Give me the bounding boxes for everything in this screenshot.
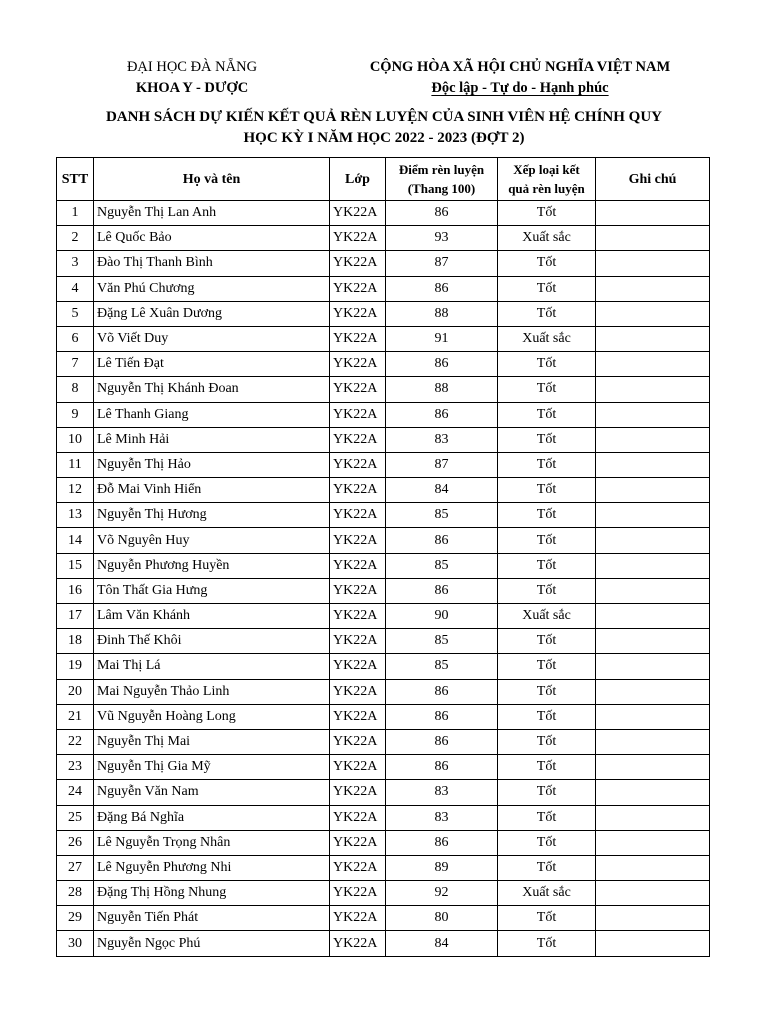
table-row [57,553,710,578]
rank-cell: Tốt [498,729,596,754]
note-cell [596,881,710,906]
rank-cell: Tốt [498,503,596,528]
rank-cell: Tốt [498,201,596,226]
student-name-cell: Đỗ Mai Vinh Hiển [94,478,330,503]
class-cell: YK22A [330,805,386,830]
col-header-rank [498,158,596,201]
stt-cell: 2 [57,226,94,251]
class-cell: YK22A [330,352,386,377]
student-name-cell: Nguyễn Thị Hảo [94,452,330,477]
stt-cell: 15 [57,553,94,578]
table-row [57,755,710,780]
note-cell [596,855,710,880]
issuer-block [102,57,282,99]
rank-cell: Tốt [498,931,596,956]
note-cell [596,402,710,427]
class-cell: YK22A [330,604,386,629]
student-name-cell: Lê Nguyễn Trọng Nhân [94,830,330,855]
national-heading [340,57,700,99]
score-cell: 86 [386,578,498,603]
score-cell: 83 [386,780,498,805]
national-motto: Độc lập - Tự do - Hạnh phúc [431,80,609,96]
note-cell [596,276,710,301]
table-row [57,654,710,679]
table-row [57,226,710,251]
note-cell [596,830,710,855]
score-cell: 86 [386,704,498,729]
title-line-1: DANH SÁCH DỰ KIẾN KẾT QUẢ RÈN LUYỆN CỦA SINH VIÊN HỆ CHÍNH QUY [105,109,663,125]
student-name-cell: Đinh Thế Khôi [94,629,330,654]
col-header-rank-line1: Xếp loại kết [513,162,580,177]
student-name-cell: Mai Nguyễn Thảo Linh [94,679,330,704]
student-name-cell: Nguyễn Văn Nam [94,780,330,805]
table-row [57,478,710,503]
stt-cell: 26 [57,830,94,855]
stt-cell: 5 [57,301,94,326]
class-cell: YK22A [330,452,386,477]
stt-cell: 10 [57,427,94,452]
stt-cell: 24 [57,780,94,805]
score-cell: 87 [386,251,498,276]
score-cell: 85 [386,553,498,578]
note-cell [596,377,710,402]
class-cell: YK22A [330,931,386,956]
score-cell: 80 [386,906,498,931]
stt-cell: 13 [57,503,94,528]
score-cell: 85 [386,503,498,528]
score-cell: 89 [386,855,498,880]
score-cell: 84 [386,478,498,503]
class-cell: YK22A [330,276,386,301]
student-name-cell: Lâm Văn Khánh [94,604,330,629]
score-cell: 86 [386,679,498,704]
col-header-class: Lớp [330,158,386,201]
stt-cell: 6 [57,326,94,351]
stt-cell: 27 [57,855,94,880]
note-cell [596,654,710,679]
student-name-cell: Đặng Thị Hồng Nhung [94,881,330,906]
class-cell: YK22A [330,301,386,326]
table-row [57,906,710,931]
table-row [57,276,710,301]
class-cell: YK22A [330,906,386,931]
stt-cell: 23 [57,755,94,780]
score-cell: 88 [386,301,498,326]
table-row [57,931,710,956]
table-row [57,704,710,729]
table-row [57,729,710,754]
col-header-rank-line2: quả rèn luyện [508,181,585,196]
score-cell: 86 [386,830,498,855]
col-header-name: Họ và tên [94,158,330,201]
note-cell [596,679,710,704]
rank-cell: Tốt [498,830,596,855]
score-cell: 88 [386,377,498,402]
score-cell: 86 [386,729,498,754]
table-row [57,830,710,855]
score-cell: 83 [386,427,498,452]
rank-cell: Tốt [498,906,596,931]
note-cell [596,301,710,326]
student-name-cell: Vũ Nguyễn Hoàng Long [94,704,330,729]
rank-cell: Tốt [498,755,596,780]
stt-cell: 22 [57,729,94,754]
rank-cell: Tốt [498,780,596,805]
table-row [57,377,710,402]
score-cell: 93 [386,226,498,251]
rank-cell: Tốt [498,528,596,553]
class-cell: YK22A [330,503,386,528]
table-row [57,805,710,830]
rank-cell: Tốt [498,402,596,427]
class-cell: YK22A [330,780,386,805]
score-cell: 86 [386,402,498,427]
note-cell [596,729,710,754]
rank-cell: Tốt [498,251,596,276]
stt-cell: 29 [57,906,94,931]
score-cell: 86 [386,755,498,780]
col-header-score-line1: Điểm rèn luyện [398,162,485,177]
note-cell [596,704,710,729]
table-row [57,503,710,528]
student-name-cell: Đặng Bá Nghĩa [94,805,330,830]
note-cell [596,528,710,553]
rank-cell: Xuất sắc [498,604,596,629]
table-row [57,402,710,427]
table-row [57,301,710,326]
student-name-cell: Văn Phú Chương [94,276,330,301]
note-cell [596,503,710,528]
document-title [40,107,728,149]
rank-cell: Tốt [498,704,596,729]
training-results-table [56,157,710,957]
col-header-score-line2: (Thang 100) [407,181,476,196]
rank-cell: Tốt [498,553,596,578]
student-name-cell: Nguyễn Thị Lan Anh [94,201,330,226]
score-cell: 86 [386,352,498,377]
class-cell: YK22A [330,528,386,553]
score-cell: 90 [386,604,498,629]
stt-cell: 3 [57,251,94,276]
col-header-stt: STT [57,158,94,201]
class-cell: YK22A [330,830,386,855]
class-cell: YK22A [330,201,386,226]
note-cell [596,251,710,276]
note-cell [596,604,710,629]
rank-cell: Tốt [498,855,596,880]
table-row [57,528,710,553]
class-cell: YK22A [330,402,386,427]
stt-cell: 9 [57,402,94,427]
rank-cell: Tốt [498,578,596,603]
class-cell: YK22A [330,226,386,251]
student-name-cell: Nguyễn Phương Huyền [94,553,330,578]
rank-cell: Tốt [498,679,596,704]
class-cell: YK22A [330,729,386,754]
rank-cell: Xuất sắc [498,881,596,906]
student-name-cell: Võ Viết Duy [94,326,330,351]
stt-cell: 18 [57,629,94,654]
stt-cell: 14 [57,528,94,553]
class-cell: YK22A [330,478,386,503]
table-row [57,452,710,477]
class-cell: YK22A [330,654,386,679]
rank-cell: Tốt [498,654,596,679]
class-cell: YK22A [330,427,386,452]
stt-cell: 8 [57,377,94,402]
stt-cell: 11 [57,452,94,477]
student-name-cell: Đào Thị Thanh Bình [94,251,330,276]
table-row [57,578,710,603]
student-name-cell: Đặng Lê Xuân Dương [94,301,330,326]
class-cell: YK22A [330,629,386,654]
table-row [57,629,710,654]
rank-cell: Tốt [498,427,596,452]
note-cell [596,906,710,931]
note-cell [596,805,710,830]
score-cell: 85 [386,629,498,654]
rank-cell: Tốt [498,478,596,503]
table-row [57,679,710,704]
stt-cell: 21 [57,704,94,729]
title-line-2: HỌC KỲ I NĂM HỌC 2022 - 2023 (ĐỢT 2) [243,130,525,146]
table-row [57,780,710,805]
note-cell [596,478,710,503]
table-body [57,201,710,957]
student-name-cell: Mai Thị Lá [94,654,330,679]
faculty-name: KHOA Y - DƯỢC [135,80,249,96]
class-cell: YK22A [330,755,386,780]
stt-cell: 28 [57,881,94,906]
stt-cell: 17 [57,604,94,629]
class-cell: YK22A [330,704,386,729]
score-cell: 91 [386,326,498,351]
class-cell: YK22A [330,377,386,402]
student-name-cell: Lê Nguyễn Phương Nhi [94,855,330,880]
student-name-cell: Nguyễn Tiến Phát [94,906,330,931]
rank-cell: Tốt [498,301,596,326]
note-cell [596,226,710,251]
rank-cell: Tốt [498,352,596,377]
stt-cell: 4 [57,276,94,301]
score-cell: 87 [386,452,498,477]
note-cell [596,755,710,780]
rank-cell: Xuất sắc [498,326,596,351]
class-cell: YK22A [330,679,386,704]
note-cell [596,780,710,805]
stt-cell: 25 [57,805,94,830]
table-row [57,604,710,629]
stt-cell: 20 [57,679,94,704]
col-header-score [386,158,498,201]
score-cell: 86 [386,528,498,553]
country-name: CỘNG HÒA XÃ HỘI CHỦ NGHĨA VIỆT NAM [369,59,671,75]
class-cell: YK22A [330,251,386,276]
table-row [57,352,710,377]
stt-cell: 12 [57,478,94,503]
student-name-cell: Tôn Thất Gia Hưng [94,578,330,603]
student-name-cell: Lê Thanh Giang [94,402,330,427]
score-cell: 84 [386,931,498,956]
score-cell: 83 [386,805,498,830]
score-cell: 92 [386,881,498,906]
table-row [57,881,710,906]
note-cell [596,452,710,477]
rank-cell: Tốt [498,377,596,402]
note-cell [596,629,710,654]
rank-cell: Tốt [498,629,596,654]
stt-cell: 7 [57,352,94,377]
note-cell [596,553,710,578]
rank-cell: Xuất sắc [498,226,596,251]
table-row [57,427,710,452]
note-cell [596,578,710,603]
rank-cell: Tốt [498,276,596,301]
score-cell: 86 [386,276,498,301]
class-cell: YK22A [330,578,386,603]
table-row [57,201,710,226]
col-header-note: Ghi chú [596,158,710,201]
class-cell: YK22A [330,553,386,578]
rank-cell: Tốt [498,452,596,477]
note-cell [596,326,710,351]
note-cell [596,201,710,226]
student-name-cell: Lê Quốc Bảo [94,226,330,251]
stt-cell: 16 [57,578,94,603]
table-row [57,251,710,276]
score-cell: 85 [386,654,498,679]
table-header-row [57,158,710,201]
stt-cell: 1 [57,201,94,226]
student-name-cell: Lê Tiến Đạt [94,352,330,377]
table-row [57,855,710,880]
student-name-cell: Nguyễn Thị Mai [94,729,330,754]
table-row [57,326,710,351]
note-cell [596,427,710,452]
class-cell: YK22A [330,326,386,351]
student-name-cell: Võ Nguyên Huy [94,528,330,553]
score-cell: 86 [386,201,498,226]
rank-cell: Tốt [498,805,596,830]
class-cell: YK22A [330,881,386,906]
class-cell: YK22A [330,855,386,880]
note-cell [596,352,710,377]
stt-cell: 19 [57,654,94,679]
note-cell [596,931,710,956]
student-name-cell: Nguyễn Thị Gia Mỹ [94,755,330,780]
university-name: ĐẠI HỌC ĐÀ NẴNG [126,59,258,75]
student-name-cell: Nguyễn Thị Khánh Đoan [94,377,330,402]
student-name-cell: Nguyễn Thị Hương [94,503,330,528]
student-name-cell: Lê Minh Hải [94,427,330,452]
stt-cell: 30 [57,931,94,956]
student-name-cell: Nguyễn Ngọc Phú [94,931,330,956]
